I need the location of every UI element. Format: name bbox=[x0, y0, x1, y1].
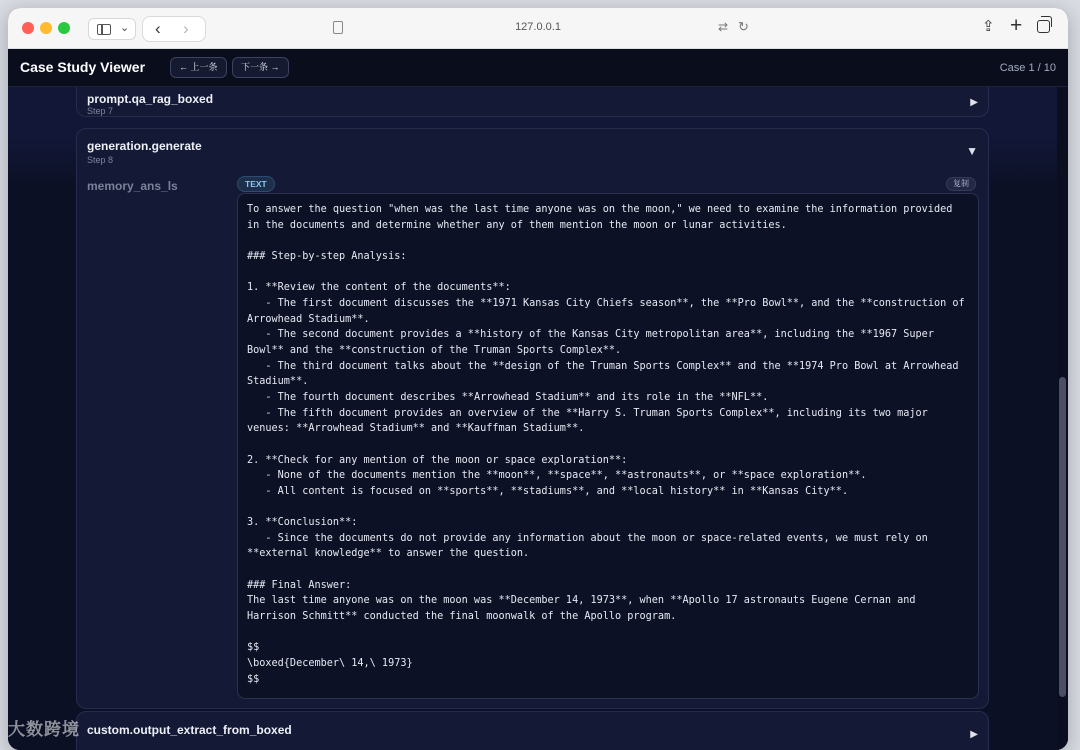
field-key: memory_ans_ls bbox=[87, 179, 178, 193]
tab-overview-icon[interactable] bbox=[1037, 20, 1050, 33]
share-icon[interactable]: ⇪ bbox=[982, 18, 995, 35]
new-tab-icon[interactable]: + bbox=[1010, 14, 1023, 37]
back-button[interactable]: ‹ bbox=[155, 19, 161, 38]
field-value-box[interactable] bbox=[237, 193, 979, 699]
field-value-text: To answer the question "when was the last time anyone was on the moon," we need to examine the information provided in the documents and determine whether any of them mention the moon or lunar activities. ### Step-by-step Analysis: 1. **Review the content of the documents**: - The first document discusses the **1971 Kansas City Chiefs season**, the **Pro Bowl**, and the **construction of Arrowhead Stadium**. - The second document provides a **history of the Kansas City metropolitan area**, including the **1967 Super Bowl** and the **construction of the Truman Sports Complex**. - The third document talks about the **design of the Truman Sports Complex** and the **1974 Pro Bowl at Arrowhead Stadium**. - The fourth document describes **Arrowhead Stadium** and its role in the **NFL**. - The fifth document provides an overview of the **Harry S. Truman Sports Complex**, including its two major venues: **Arrowhead Stadium** and **Kauffman Stadium**. 2. **Check for any mention of the moon or space exploration**: - None of the documents mention the **moon**, **space**, **astronauts**, or **space exploration**. - All content is focused on **sports**, **stadiums**, and **local history** in **Kansas City**. 3. **Conclusion**: - Since the documents do not provide any information about the moon or space-related events, we must rely on **external knowledge** to answer the question. ### Final Answer: The last time anyone was on the moon was **December 14, 1973**, when **Apollo 17 astronauts Eugene Cernan and Harrison Schmitt** conducted the final moonwalk of the Apollo program. $$ \boxed{December\ 14,\ 1973} $$ bbox=[247, 204, 965, 685]
address-bar[interactable]: 127.0.0.1 bbox=[515, 21, 561, 33]
app-header bbox=[8, 49, 1068, 87]
browser-window bbox=[8, 8, 1068, 750]
app-title: Case Study Viewer bbox=[20, 59, 146, 75]
scrollbar[interactable] bbox=[1057, 87, 1068, 750]
step-panel-expanded bbox=[76, 128, 989, 709]
copy-button[interactable]: 复制 bbox=[946, 177, 976, 191]
prev-case-button[interactable]: ← 上一条 bbox=[170, 57, 227, 78]
step-title: custom.output_extract_from_boxed bbox=[87, 723, 292, 737]
case-counter: Case 1 / 10 bbox=[999, 62, 1056, 74]
step-title: prompt.qa_rag_boxed bbox=[87, 92, 214, 106]
app bbox=[8, 49, 1068, 750]
translate-icon[interactable]: ⇄ bbox=[718, 20, 729, 34]
forward-button[interactable]: › bbox=[183, 19, 189, 38]
steps-scroll-area[interactable] bbox=[8, 87, 1068, 750]
scrollbar-thumb[interactable] bbox=[1059, 377, 1066, 697]
next-case-button[interactable]: 下一条 → bbox=[232, 57, 289, 78]
step-title[interactable]: generation.generate bbox=[87, 139, 202, 153]
chevron-down-icon: ⌄ bbox=[120, 22, 130, 34]
step-number: Step 7 bbox=[87, 106, 114, 116]
expand-arrow-icon[interactable]: ▶ bbox=[970, 97, 978, 108]
step-number: Step 8 bbox=[87, 155, 114, 165]
watermark: 大数跨境 bbox=[8, 720, 80, 739]
collapse-arrow-icon[interactable]: ▼ bbox=[966, 144, 978, 158]
step-panel[interactable] bbox=[76, 87, 989, 117]
type-badge: TEXT bbox=[237, 176, 275, 192]
expand-arrow-icon[interactable]: ▶ bbox=[970, 729, 978, 740]
reload-icon[interactable]: ↻ bbox=[738, 19, 749, 34]
browser-toolbar bbox=[8, 8, 1068, 49]
step-panel[interactable] bbox=[76, 711, 989, 750]
